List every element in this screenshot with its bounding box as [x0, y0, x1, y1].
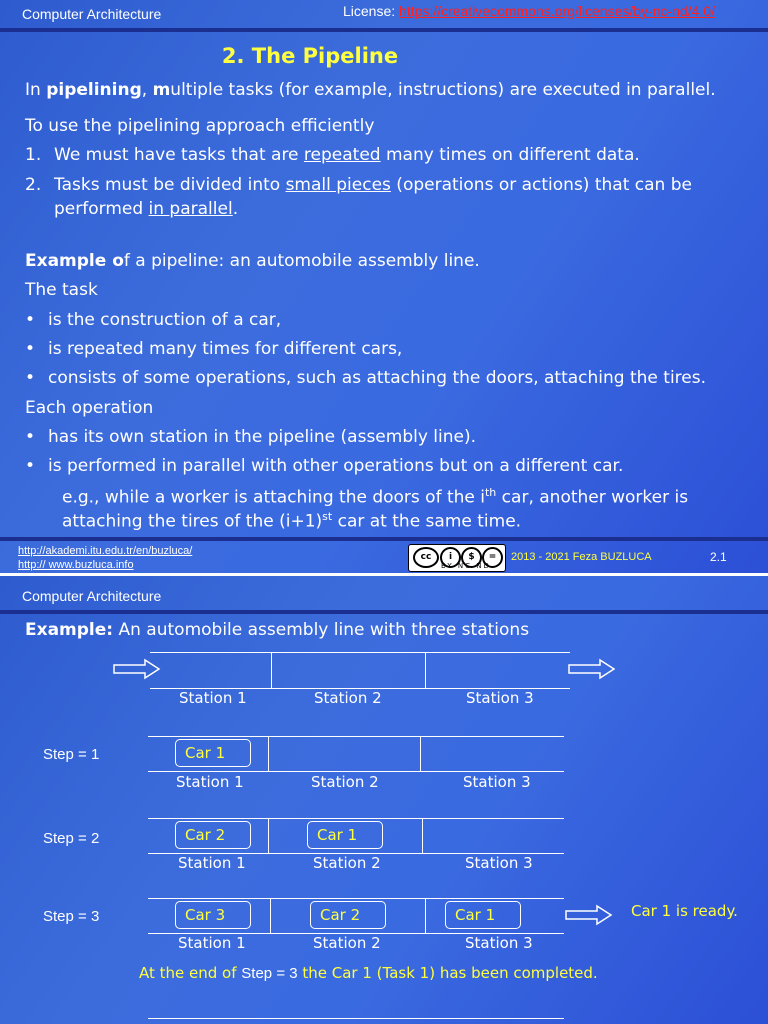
car-box: Car 1: [307, 821, 383, 849]
example-text: Example of a pipeline: an automobile assembly line.: [25, 251, 480, 271]
pipeline-divider: [271, 652, 272, 688]
slide-header: [0, 576, 768, 604]
license-label: License:: [343, 3, 400, 19]
output-arrow-icon: [568, 658, 616, 680]
ready-arrow-icon: [565, 904, 613, 926]
list-item-2: 2. Tasks must be divided into small pieces (operations or actions) that can be: [25, 175, 692, 195]
completion-note: At the end of Step = 3 the Car 1 (Task 1) has been completed.: [139, 964, 598, 982]
slide-title: 2. The Pipeline: [221, 44, 399, 68]
pipeline-top-line: [148, 898, 564, 899]
cc-icon-label: BY NC ND: [441, 562, 491, 570]
slide-header: [0, 0, 768, 28]
pipeline-top-line: [150, 652, 570, 653]
station-label: Station 2: [311, 773, 379, 791]
nd-icon: =: [482, 547, 503, 568]
approach-text: To use the pipelining approach efficiently: [25, 116, 375, 136]
list-item-2-cont: performed in parallel.: [54, 199, 239, 219]
station-label: Station 3: [466, 689, 534, 707]
list-item-1: 1. We must have tasks that are repeated many times on different data.: [25, 145, 640, 165]
intro-text: In pipelining, multiple tasks (for example, instructions) are executed in parallel.: [25, 80, 716, 100]
pipeline-bottom-line: [148, 771, 564, 772]
station-label: Station 3: [465, 934, 533, 952]
task-bullet: • is repeated many times for different cars,: [25, 339, 403, 359]
station-label: Station 2: [313, 934, 381, 952]
pipeline-top-line: [148, 736, 564, 737]
footer-link-buzluca[interactable]: http:// www.buzluca.info: [18, 559, 134, 571]
footer-link-akademi[interactable]: http://akademi.itu.edu.tr/en/buzluca/: [18, 545, 193, 557]
car-box: Car 1: [445, 901, 521, 929]
pipeline-divider: [270, 898, 271, 933]
slide-2-2: [0, 576, 768, 1024]
eg-line-1: e.g., while a worker is attaching the doors of the $i^{th}$ car, another worker is: [62, 486, 689, 508]
slide-footer: [0, 541, 768, 573]
pipeline-divider: [425, 898, 426, 933]
header-divider: [0, 610, 768, 614]
header-title: Computer Architecture: [22, 6, 162, 22]
car-box: Car 2: [310, 901, 386, 929]
pipeline-divider: [420, 736, 421, 771]
step-label: Step = 1: [43, 746, 100, 763]
op-bullet: • has its own station in the pipeline (assembly line).: [25, 427, 477, 447]
pipeline-top-line: [148, 1018, 564, 1019]
header-divider: [0, 28, 768, 32]
step-label: Step = 2: [43, 830, 100, 847]
page-number: 2.1: [710, 550, 727, 564]
station-label: Station 3: [463, 773, 531, 791]
cc-icon: cc: [413, 547, 439, 568]
pipeline-divider: [268, 818, 269, 853]
station-label: Station 3: [465, 854, 533, 872]
op-bullet: • is performed in parallel with other operations but on a different car.: [25, 456, 624, 476]
station-label: Station 2: [314, 689, 382, 707]
pipeline-top-line: [148, 818, 564, 819]
input-arrow-icon: [113, 658, 161, 680]
pipeline-divider: [425, 652, 426, 688]
by-icon: i: [440, 547, 461, 568]
slide-heading: Example: An automobile assembly line with three stations: [25, 620, 530, 640]
operation-label: Each operation: [25, 398, 154, 418]
car-box: Car 3: [175, 901, 251, 929]
nc-icon: $: [461, 547, 482, 568]
station-label: Station 1: [176, 773, 244, 791]
license-text: [343, 3, 715, 19]
task-bullet: • consists of some operations, such as attaching the doors, attaching the tires.: [25, 368, 707, 388]
task-bullet: • is the construction of a car,: [25, 310, 282, 330]
station-label: Station 1: [178, 934, 246, 952]
pipeline-divider: [422, 818, 423, 853]
pipeline-divider: [268, 736, 269, 771]
step-label: Step = 3: [43, 908, 100, 925]
license-link[interactable]: https://creativecommons.org/licenses/by-nc-nd/4.0/: [399, 3, 715, 19]
eg-line-2: attaching the tires of the $(i+1)^{st}$ car at the same time.: [62, 510, 522, 532]
cc-license-badge[interactable]: [408, 544, 506, 572]
task-label: The task: [25, 280, 98, 300]
station-label: Station 1: [179, 689, 247, 707]
station-label: Station 2: [313, 854, 381, 872]
car-box: Car 2: [175, 821, 251, 849]
ready-note: Car 1 is ready.: [631, 902, 738, 920]
footer-copyright: 2013 - 2021 Feza BUZLUCA: [511, 551, 652, 563]
station-label: Station 1: [178, 854, 246, 872]
car-box: Car 1: [175, 739, 251, 767]
header-title: Computer Architecture: [22, 588, 162, 604]
